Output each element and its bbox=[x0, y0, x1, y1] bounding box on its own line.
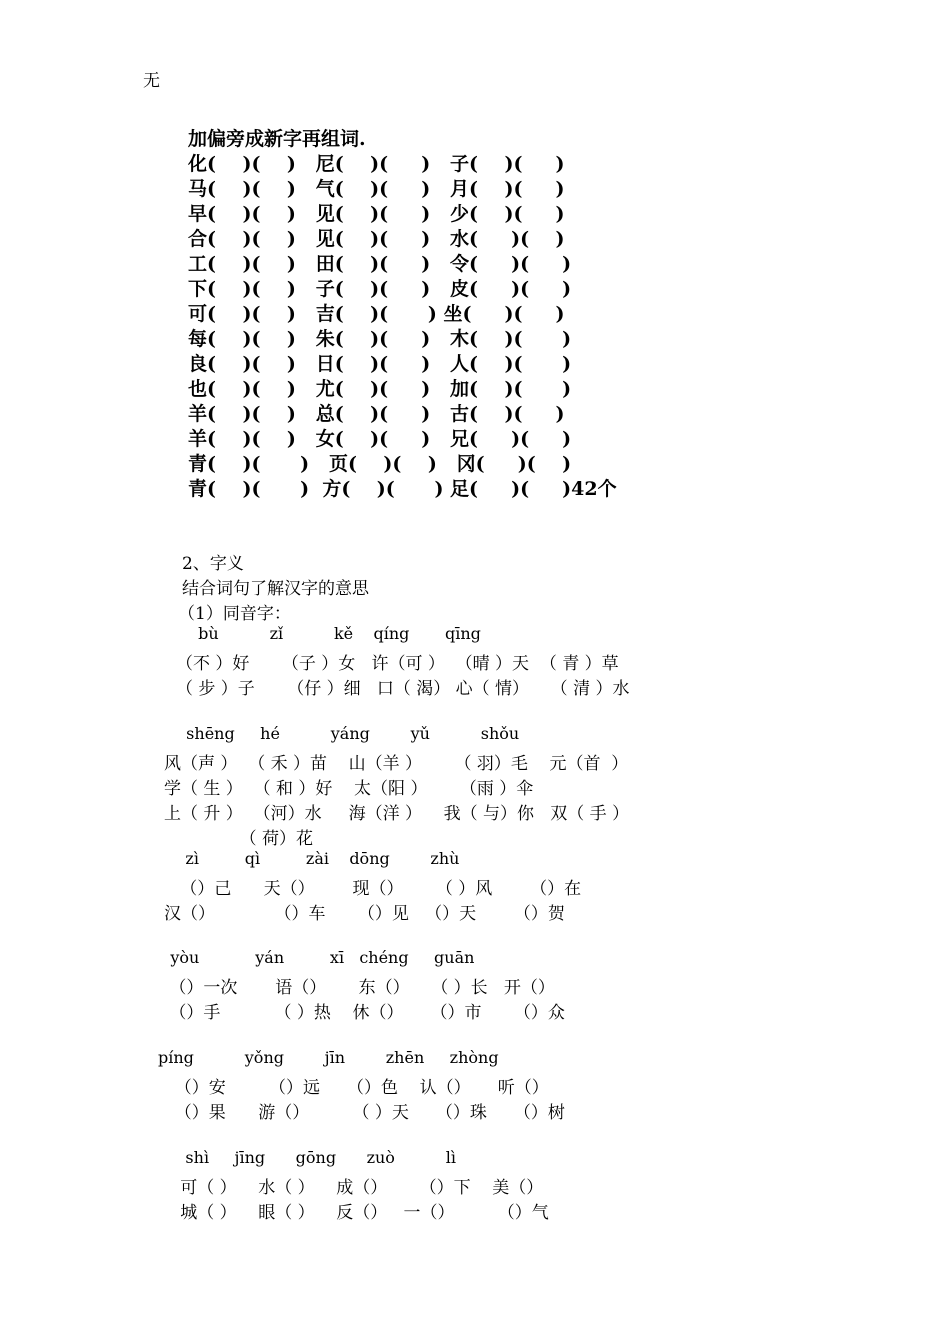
pinyin-line: bù zǐ kě qíng qīng bbox=[188, 624, 481, 643]
exercise-line: 良( )( ) 日( )( ) 人( )( ) bbox=[188, 353, 572, 375]
exercise-line: 也( )( ) 尤( )( ) 加( )( ) bbox=[188, 378, 572, 400]
word-row: 风（声 ） （ 禾 ）苗 山（羊 ） （ 羽）毛 元（首 ） bbox=[164, 754, 629, 774]
exercise-line: 羊( )( ) 总( )( ) 古( )( ) bbox=[188, 403, 565, 425]
exercise-line: 可( )( ) 吉( )( ) 坐( )( ) bbox=[188, 303, 565, 325]
part-label: （1）同音字： bbox=[178, 604, 291, 624]
word-row: （ 荷）花 bbox=[164, 829, 314, 849]
exercise-line: 青( )( ) 方( )( ) 足( )( )42个 bbox=[188, 478, 617, 500]
exercise-line: 羊( )( ) 女( )( ) 兄( )( ) bbox=[188, 428, 572, 450]
word-row: （）手 （ ）热 休（） （）市 （）众 bbox=[164, 1003, 565, 1023]
exercise-line: 化( )( ) 尼( )( ) 子( )( ) bbox=[188, 153, 565, 175]
exercise-line: 早( )( ) 见( )( ) 少( )( ) bbox=[188, 203, 565, 225]
word-row: （）己 天（） 现（） （ ）风 （）在 bbox=[164, 879, 582, 899]
exercise-line: 工( )( ) 田( )( ) 令( )( ) bbox=[188, 253, 572, 275]
word-row: （）一次 语（） 东（） （ ）长 开（） bbox=[164, 978, 555, 998]
exercise-line: 合( )( ) 见( )( ) 水( )( ) bbox=[188, 228, 565, 250]
exercise-line: 每( )( ) 朱( )( ) 木( )( ) bbox=[188, 328, 572, 350]
pinyin-line: zì qì zài dōng zhù bbox=[160, 849, 460, 868]
word-row: （）果 游（） （ ）天 （）珠 （）树 bbox=[164, 1103, 565, 1123]
pinyin-line: yòu yán xī chéng guān bbox=[150, 948, 475, 967]
exercise-line: 青( )( ) 页( )( ) 冈( )( ) bbox=[188, 453, 572, 475]
section2-heading: 2、字义 bbox=[182, 554, 244, 574]
word-row: 学（ 生 ） （ 和 ）好 太（阳 ） （雨 ）伞 bbox=[164, 779, 534, 799]
word-row: 城（ ） 眼（ ） 反（） 一（） （）气 bbox=[164, 1203, 549, 1223]
word-row: 可（ ） 水（ ） 成（） （）下 美（） bbox=[164, 1178, 544, 1198]
pinyin-line: shēng hé yáng yǔ shǒu bbox=[176, 724, 520, 743]
word-row: 上（ 升 ） （河）水 海（洋 ） 我（ 与）你 双（ 手 ） bbox=[164, 804, 630, 824]
exercise-line: 马( )( ) 气( )( ) 月( )( ) bbox=[188, 178, 565, 200]
pinyin-line: shì jīng gōng zuò lì bbox=[160, 1148, 457, 1167]
header-mark: 无 bbox=[143, 71, 160, 91]
word-row: （ 步 ）子 （仔 ）细 口（ 渴） 心（ 情） （ 清 ）水 bbox=[176, 679, 630, 699]
word-row: （）安 （）远 （）色 认（） 听（） bbox=[164, 1078, 549, 1098]
pinyin-line: píng yǒng jīn zhēn zhòng bbox=[158, 1048, 499, 1067]
word-row: 汉（） （）车 （）见 （）天 （）贺 bbox=[164, 904, 565, 924]
section-title: 加偏旁成新字再组词. bbox=[188, 128, 366, 150]
section2-subheading: 结合词句了解汉字的意思 bbox=[182, 579, 369, 599]
word-row: （不 ）好 （子 ）女 许（可 ） （晴 ）天 （ 青 ）草 bbox=[176, 654, 619, 674]
exercise-line: 下( )( ) 子( )( ) 皮( )( ) bbox=[188, 278, 572, 300]
